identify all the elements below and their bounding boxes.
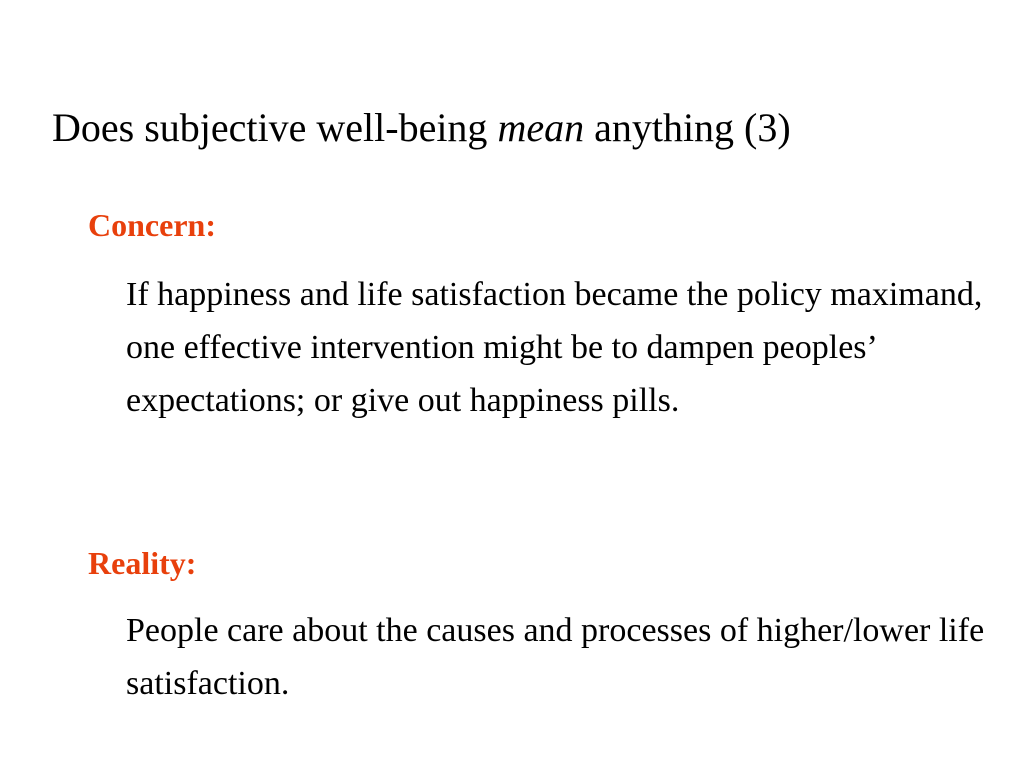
concern-text: If happiness and life satisfaction became the policy maximand, one effective intervention might be to dampen peoples’ expectations; or give out happiness pills.: [126, 276, 983, 419]
concern-heading: Concern:: [88, 207, 216, 243]
reality-heading: Reality:: [88, 545, 197, 581]
slide-title: [52, 100, 791, 156]
title-emphasis: mean: [497, 105, 585, 150]
reality-text: People care about the causes and processes of higher/lower life satisfaction.: [126, 612, 985, 702]
title-text-before: Does subjective well-being: [52, 105, 498, 150]
title-text-after: anything (3): [584, 105, 791, 150]
